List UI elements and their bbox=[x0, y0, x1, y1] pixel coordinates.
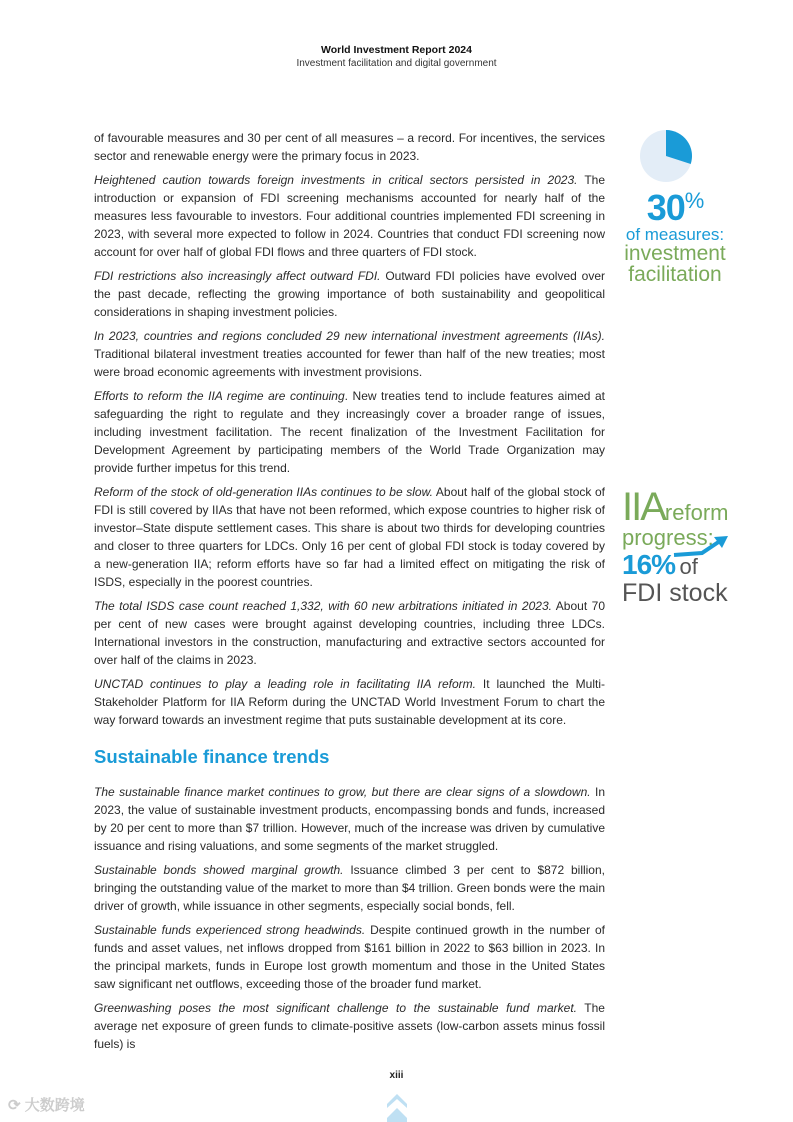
paragraph-body: Issuance climbed 3 per cent to $872 billion, bringing the outstanding value of the market to more than $4 trillion. Green bonds were the main driver of growth, while issuance in other segments, especially social bonds, fell. bbox=[94, 863, 605, 913]
paragraph-lead: Sustainable bonds showed marginal growth. bbox=[94, 863, 344, 877]
watermark: ⟳ 大数跨境 bbox=[8, 1097, 85, 1114]
of-label: of bbox=[679, 554, 698, 579]
iia-label: IIA bbox=[622, 485, 665, 529]
section-heading: Sustainable finance trends bbox=[94, 746, 330, 767]
paragraph bbox=[94, 483, 605, 591]
paragraph-lead: UNCTAD continues to play a leading role in facilitating IIA reform. bbox=[94, 677, 476, 691]
stat-callout-iia-reform bbox=[622, 487, 742, 606]
paragraph-body: Despite continued growth in the number of funds and asset values, net inflows dropped from $161 billion in 2022 to $63 billion in 2023. In the principal markets, funds in Europe lost growth momentum and those in the United States saw significant net outflows, exceeding those of the broader fund market. bbox=[94, 923, 605, 991]
paragraph bbox=[94, 783, 605, 855]
paragraph-body: In 2023, the value of sustainable investment products, encompassing bonds and funds, increased by 20 per cent to more than $7 trillion. However, much of the increase was driven by cumulative issuance and rising valuations, and some segments of the market struggled. bbox=[94, 785, 605, 853]
paragraphs-a bbox=[94, 129, 605, 729]
stat-callout-investment-facilitation bbox=[620, 128, 730, 286]
paragraph bbox=[94, 861, 605, 915]
paragraph-lead: Reform of the stock of old-generation IIAs continues to be slow. bbox=[94, 485, 433, 499]
paragraph-lead: Heightened caution towards foreign investments in critical sectors persisted in 2023. bbox=[94, 173, 578, 187]
paragraph-body: It launched the Multi-Stakeholder Platform for IIA Reform during the UNCTAD World Investment Forum to chart the way forward towards an investment regime that puts sustainable development at its core. bbox=[94, 677, 605, 727]
page-header bbox=[0, 43, 793, 71]
paragraph-body: Traditional bilateral investment treaties accounted for fewer than half of the new treaties; most were broad economic agreements with investment provisions. bbox=[94, 347, 605, 379]
paragraph bbox=[94, 675, 605, 729]
stat-label-3: facilitation bbox=[628, 263, 722, 286]
page-number: xiii bbox=[389, 1070, 404, 1081]
scroll-up-chevron-icon[interactable] bbox=[386, 1092, 408, 1122]
trend-arrow-icon bbox=[672, 533, 732, 559]
paragraph-lead: Greenwashing poses the most significant challenge to the sustainable fund market. bbox=[94, 1001, 577, 1015]
paragraph-body: About half of the global stock of FDI is still covered by IIAs that have not been reformed, which expose countries to higher risk of investor–State dispute settlement cases. This share is about two thirds for developing countries and closer to three quarters for LDCs. Only 16 per cent of global FDI stock is today covered by a new-generation IIA; reform efforts have so far had a limited effect on mitigating the risk of ISDS, especially in the poorest countries. bbox=[94, 485, 605, 589]
pie-chart-icon bbox=[638, 128, 694, 184]
paragraph bbox=[94, 999, 605, 1053]
paragraph-body: The average net exposure of green funds to climate-positive assets (low-carbon assets minus fossil fuels) is bbox=[94, 1001, 605, 1051]
report-title: World Investment Report 2024 bbox=[321, 44, 472, 56]
fdi-stock-label: FDI stock bbox=[622, 579, 728, 607]
main-text-column bbox=[94, 129, 605, 1059]
progress-label: progress: bbox=[622, 525, 714, 550]
report-subtitle: Investment facilitation and digital government bbox=[296, 58, 497, 69]
paragraph-lead: Efforts to reform the IIA regime are continuing bbox=[94, 389, 345, 403]
paragraph-lead: FDI restrictions also increasingly affect outward FDI. bbox=[94, 269, 381, 283]
paragraphs-b bbox=[94, 783, 605, 1053]
paragraph bbox=[94, 327, 605, 381]
paragraph bbox=[94, 129, 605, 165]
paragraph-lead: Sustainable funds experienced strong headwinds. bbox=[94, 923, 366, 937]
stat-value: 30% bbox=[646, 187, 704, 228]
paragraph-lead: In 2023, countries and regions concluded 29 new international investment agreements (IIAs). bbox=[94, 329, 605, 343]
paragraph-lead: The sustainable finance market continues to grow, but there are clear signs of a slowdown. bbox=[94, 785, 591, 799]
paragraph bbox=[94, 597, 605, 669]
paragraph bbox=[94, 387, 605, 477]
paragraph-body: About 70 per cent of new cases were brought against developing countries, including three LDCs. International investors in the construction, manufacturing and extractive sectors accounted for over half of the claims in 2023. bbox=[94, 599, 605, 667]
paragraph bbox=[94, 921, 605, 993]
stat-label-2: investment bbox=[624, 242, 726, 265]
paragraph bbox=[94, 171, 605, 261]
stat-label-1: of measures: bbox=[625, 225, 725, 244]
stat-value: 16% bbox=[622, 549, 676, 580]
paragraph-lead: The total ISDS case count reached 1,332, with 60 new arbitrations initiated in 2023. bbox=[94, 599, 552, 613]
paragraph bbox=[94, 267, 605, 321]
paragraph-body: Outward FDI policies have evolved over the past decade, reflecting the growing importance of both sustainability and geopolitical considerations in shaping investment policies. bbox=[94, 269, 605, 319]
reform-label: reform bbox=[664, 500, 729, 525]
paragraph-body: of favourable measures and 30 per cent of all measures – a record. For incentives, the services sector and renewable energy were the primary focus in 2023. bbox=[94, 131, 605, 163]
paragraph-body: The introduction or expansion of FDI screening mechanisms accounted for nearly half of the measures less favourable to investors. Four additional countries implemented FDI screening in 2023, with several more expected to follow in 2024. Countries that conduct FDI screening now account for over half of global FDI flows and three quarters of FDI stock. bbox=[94, 173, 606, 259]
paragraph-body: . New treaties tend to include features aimed at safeguarding the right to regulate and they increasingly cover a broader range of issues, including investment facilitation. The recent finalization of the Investment Facilitation for Development Agreement by participating members of the World Trade Organization may provide further impetus for this trend. bbox=[94, 389, 605, 475]
